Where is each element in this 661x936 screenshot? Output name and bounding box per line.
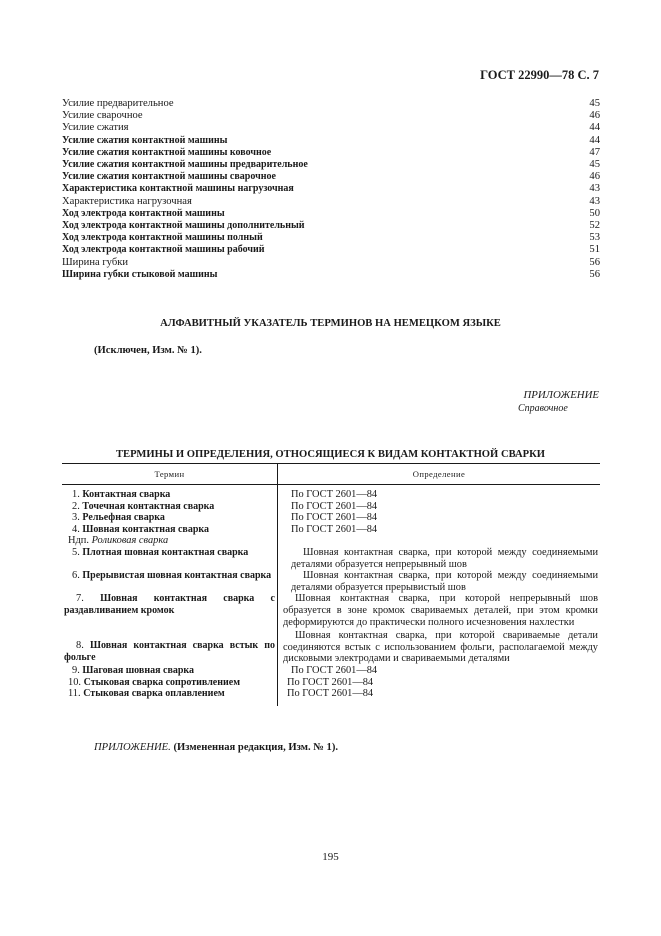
index-row [62, 147, 600, 159]
index-term: Характеристика контактной машины нагрузочная [62, 183, 294, 195]
term-number: 8. [76, 640, 84, 652]
term-number: 3. [72, 512, 80, 524]
terms-table [62, 463, 600, 706]
index-page: 44 [589, 134, 600, 146]
table-row [62, 665, 600, 677]
term-number: 9. [72, 664, 80, 676]
deprecated-term-cell [62, 535, 281, 547]
index-row [62, 110, 600, 122]
index-term: Усилие сварочное [62, 110, 143, 122]
term-name: Рельефная сварка [82, 512, 165, 524]
term-cell [62, 593, 277, 628]
term-cell [62, 512, 285, 524]
definition-cell: По ГОСТ 2601—84 [291, 500, 378, 512]
table-header-term: Термин [62, 464, 278, 484]
index-page: 53 [589, 232, 600, 244]
deprecated-term: Роликовая сварка [91, 535, 169, 547]
index-page: 43 [589, 183, 600, 195]
appendix-subtitle: Справочное [518, 403, 568, 414]
term-name: Плотная шовная контактная сварка [82, 546, 249, 558]
index-row [62, 98, 600, 110]
definition-cell: По ГОСТ 2601—84 [291, 489, 378, 500]
index-row [62, 208, 600, 220]
index-term: Усилие сжатия контактной машины ковочное [62, 146, 272, 158]
index-term: Ход электрода контактной машины полный [62, 232, 263, 244]
definition-cell: По ГОСТ 2601—84 [291, 512, 378, 524]
term-cell [62, 524, 285, 536]
index-page: 56 [589, 268, 600, 280]
appendix-footnote [94, 742, 338, 753]
index-row [62, 159, 600, 171]
index-page: 46 [589, 171, 600, 183]
definition-cell-empty [281, 535, 600, 547]
term-name: Точечная контактная сварка [82, 500, 215, 512]
term-number: 2. [72, 500, 80, 512]
term-number: 11. [68, 688, 81, 700]
index-page: 56 [589, 256, 600, 268]
definition-cell: По ГОСТ 2601—84 [287, 676, 374, 688]
table-row [62, 688, 600, 706]
index-term: Усилие сжатия [62, 122, 129, 134]
index-row [62, 269, 600, 281]
term-name: Прерывистая шовная контактная сварка [82, 570, 272, 582]
index-page: 52 [589, 220, 600, 232]
term-number: 7. [76, 593, 84, 605]
index-row [62, 244, 600, 256]
term-name: Стыковая сварка сопротивлением [83, 676, 241, 688]
table-row [62, 593, 600, 628]
term-name: Шовная контактная сварка встык по фольге [64, 640, 275, 663]
index-row [62, 196, 600, 208]
term-number: 6. [72, 570, 80, 582]
index-term: Ход электрода контактной машины [62, 207, 225, 219]
term-index-list [62, 98, 600, 281]
term-name: Шовная контактная сварка [82, 523, 209, 535]
index-row [62, 257, 600, 269]
term-number: 1. [72, 489, 80, 500]
term-cell [62, 547, 285, 570]
index-term: Ширина губки стыковой машины [62, 268, 218, 280]
index-page: 50 [589, 207, 600, 219]
term-number: 5. [72, 546, 80, 558]
page-number: 195 [322, 851, 339, 863]
term-cell [62, 570, 285, 593]
term-name: Шаговая шовная сварка [82, 664, 195, 676]
term-number: 10. [68, 676, 81, 688]
index-row [62, 232, 600, 244]
index-row [62, 220, 600, 232]
index-term: Ширина губки [62, 256, 129, 268]
term-name: Шовная контактная сварка с раздавливанием кромок [64, 593, 275, 616]
definition-cell: Шовная контактная сварка, при которой непрерывный шов образуется в зоне кромок свариваемых деталей, при этом кромки деформируются до практически полного исчезновения нахлестки [283, 593, 598, 628]
footnote-text: (Измененная редакция, Изм. № 1). [173, 742, 339, 753]
page-header-code: ГОСТ 22990—78 С. 7 [480, 68, 599, 82]
table-row [62, 628, 600, 665]
table-row [62, 547, 600, 570]
table-header-definition: Определение [412, 469, 466, 479]
index-row [62, 135, 600, 147]
index-row [62, 122, 600, 134]
index-page: 47 [589, 146, 600, 158]
index-row [62, 171, 600, 183]
term-name: Контактная сварка [82, 489, 171, 500]
index-term: Усилие сжатия контактной машины сварочное [62, 171, 276, 183]
appendix-label: ПРИЛОЖЕНИЕ [523, 389, 599, 401]
table-row [62, 512, 600, 524]
table-row [62, 524, 600, 536]
index-page: 45 [589, 98, 600, 109]
term-cell [62, 501, 285, 513]
definition-cell: По ГОСТ 2601—84 [291, 523, 378, 535]
table-body [62, 485, 600, 706]
table-title: ТЕРМИНЫ И ОПРЕДЕЛЕНИЯ, ОТНОСЯЩИЕСЯ К ВИДАМ КОНТАКТНОЙ СВАРКИ [115, 449, 546, 460]
definition-cell: Шовная контактная сварка, при которой между соединяемыми деталями образуется прерывистый шов [291, 570, 598, 593]
index-term: Усилие предварительное [62, 98, 174, 109]
table-row [62, 501, 600, 513]
table-row-deprecated [62, 535, 600, 547]
index-page: 45 [589, 159, 600, 171]
index-term: Характеристика нагрузочная [62, 195, 192, 207]
term-name: Стыковая сварка оплавлением [83, 688, 225, 700]
index-page: 44 [589, 122, 600, 134]
index-term: Ход электрода контактной машины дополнительный [62, 220, 305, 232]
term-cell [62, 489, 285, 501]
definition-cell: Шовная контактная сварка, при которой между соединяемыми деталями образуется непрерывный шов [291, 546, 598, 570]
definition-cell: Шовная контактная сварка, при которой свариваемые детали соединяются встык с использованием фольги, располагаемой между дисковыми электродами и свариваемыми деталями [283, 630, 598, 665]
term-cell [62, 688, 281, 700]
definition-cell: По ГОСТ 2601—84 [291, 664, 378, 676]
table-header [62, 464, 600, 484]
index-term: Усилие сжатия контактной машины [62, 134, 228, 146]
term-cell [62, 677, 281, 689]
deprecated-label: Ндп. [68, 535, 89, 547]
term-number: 4. [72, 523, 80, 535]
table-row [62, 570, 600, 593]
term-cell [62, 665, 285, 677]
definition-cell: По ГОСТ 2601—84 [287, 688, 374, 700]
german-index-title: АЛФАВИТНЫЙ УКАЗАТЕЛЬ ТЕРМИНОВ НА НЕМЕЦКОМ ЯЗЫКЕ [160, 318, 501, 329]
table-row [62, 489, 600, 501]
index-row [62, 183, 600, 195]
german-index-note: (Исключен, Изм. № 1). [94, 345, 202, 356]
footnote-label: ПРИЛОЖЕНИЕ. [94, 742, 171, 753]
index-page: 51 [589, 244, 600, 256]
index-term: Усилие сжатия контактной машины предварительное [62, 159, 308, 171]
index-page: 43 [589, 195, 600, 207]
table-row [62, 677, 600, 689]
table-column-divider [277, 485, 278, 706]
term-cell [62, 630, 277, 665]
index-page: 46 [589, 110, 600, 122]
index-term: Ход электрода контактной машины рабочий [62, 244, 265, 256]
